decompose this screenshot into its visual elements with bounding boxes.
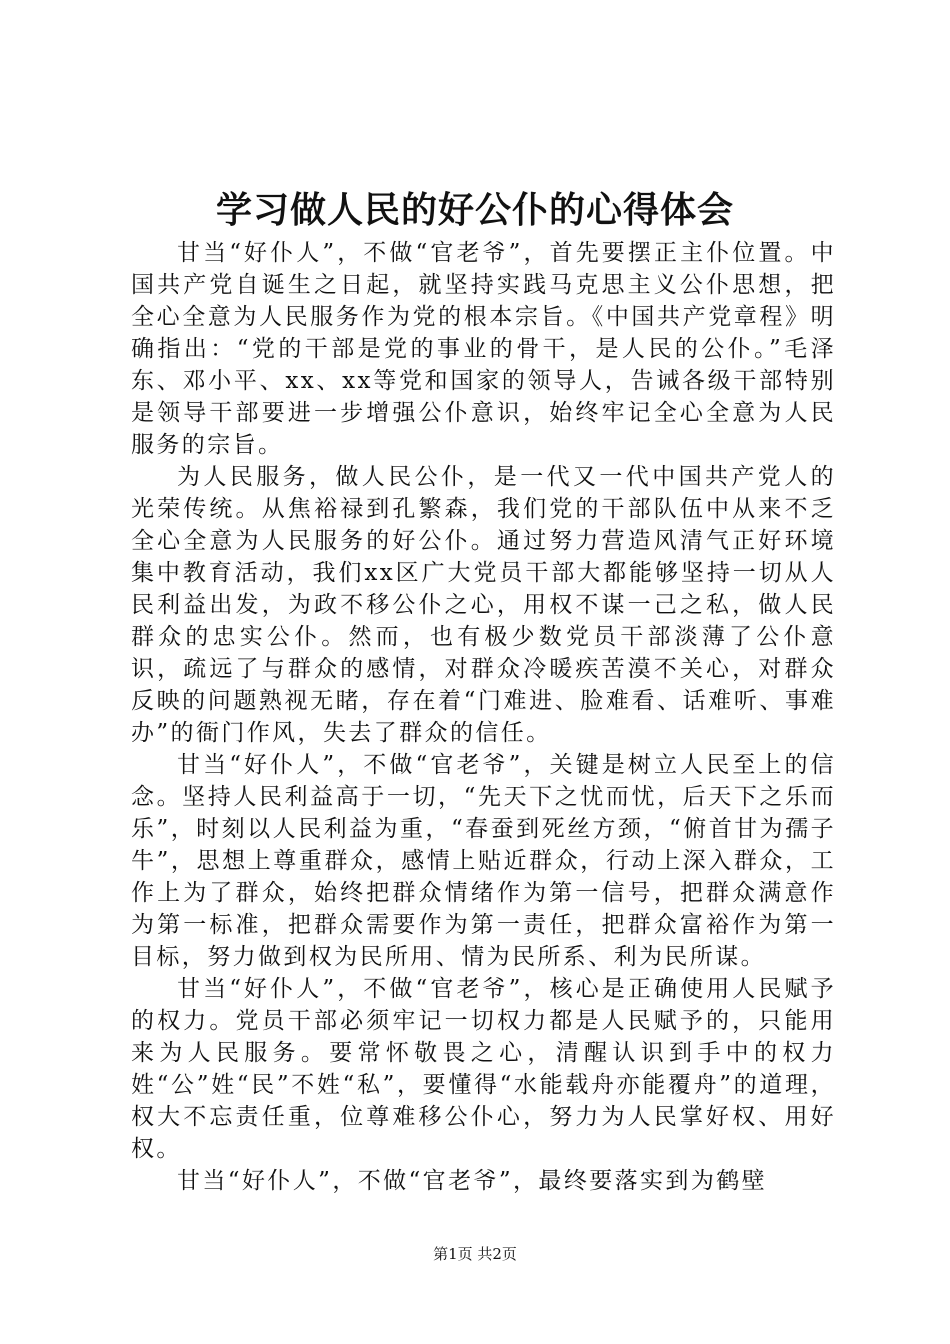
- paragraph: 甘当“好仆人”，不做“官老爷”，最终要落实到为鹤壁: [177, 1168, 768, 1194]
- page-number-footer: 第1页 共2页: [433, 1245, 517, 1263]
- paragraph: 甘当“好仆人”，不做“官老爷”，关键是树立人民至上的信念。坚持人民利益高于一切，“先天下之忧而忧，后天下之乐而乐”，时刻以人民利益为重，“春蚕到死丝方颈，“俯首甘为孺子牛”，思想上尊重群众，感情上贴近群众，行动上深入群众，工作上为了群众，始终把群众情绪作为第一信号，把群众满意作为第一标准，把群众需要作为第一责任，把群众富裕作为第一目标，努力做到权为民所用、情为民所系、利为民所谋。: [131, 752, 836, 970]
- paragraph: 为人民服务，做人民公仆，是一代又一代中国共产党人的光荣传统。从焦裕禄到孔繁森，我们党的干部队伍中从来不乏全心全意为人民服务的好公仆。通过努力营造风清气正好环境集中教育活动，我们xx区广大党员干部大都能够坚持一切从人民利益出发，为政不移公仆之心，用权不谋一己之私，做人民群众的忠实公仆。然而，也有极少数党员干部淡薄了公仆意识，疏远了与群众的感情，对群众冷暖疾苦漠不关心，对群众反映的问题熟视无睹，存在着“门难进、脸难看、话难听、事难办”的衙门作风，失去了群众的信任。: [131, 464, 836, 746]
- document-body: [131, 237, 836, 1197]
- paragraph: 甘当“好仆人”，不做“官老爷”，首先要摆正主仆位置。中国共产党自诞生之日起，就坚持实践马克思主义公仆思想，把全心全意为人民服务作为党的根本宗旨。《中国共产党章程》明确指出：“党的干部是党的事业的骨干，是人民的公仆。”毛泽东、邓小平、xx、xx等党和国家的领导人，告诫各级干部特别是领导干部要进一步增强公仆意识，始终牢记全心全意为人民服务的宗旨。: [131, 240, 836, 458]
- document-title: 学习做人民的好公仆的心得体会: [215, 189, 734, 231]
- paragraph: 甘当“好仆人”，不做“官老爷”，核心是正确使用人民赋予的权力。党员干部必须牢记一切权力都是人民赋予的，只能用来为人民服务。要常怀敬畏之心，清醒认识到手中的权力姓“公”姓“民”不姓“私”，要懂得“水能载舟亦能覆舟”的道理，权大不忘责任重，位尊难移公仆心，努力为人民掌好权、用好权。: [131, 976, 836, 1162]
